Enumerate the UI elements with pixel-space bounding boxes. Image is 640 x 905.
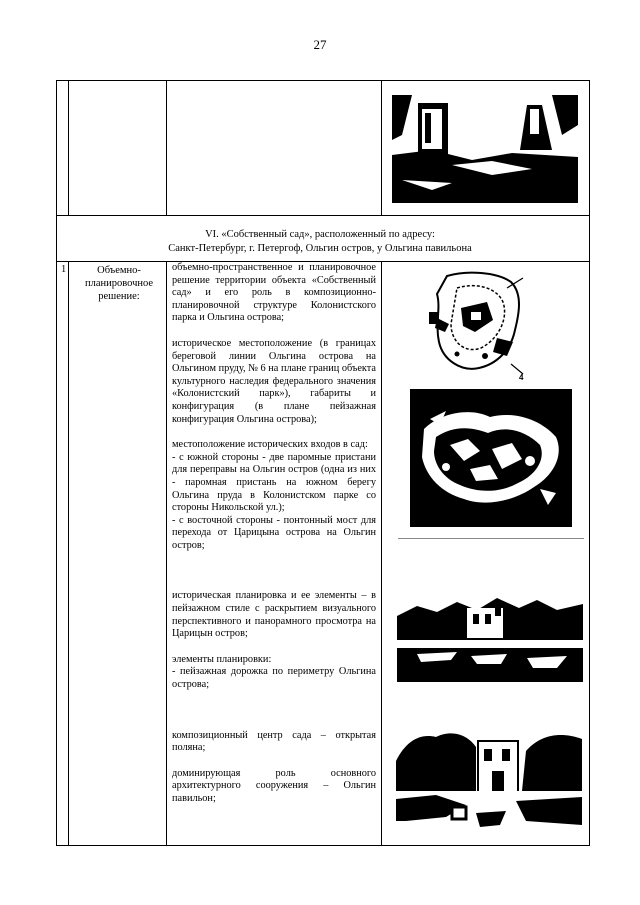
table-top-border (56, 80, 590, 81)
panorama-photo (397, 598, 583, 682)
aerial-photo (410, 389, 572, 527)
section-title (100, 228, 540, 256)
table-bottom-border (56, 845, 590, 846)
column-divider (166, 261, 167, 845)
row-number: 1 (61, 264, 67, 275)
pavilion-photo (396, 721, 582, 833)
column-divider (381, 80, 382, 215)
paragraph: доминирующая роль основного архитектурного сооружения – Ольгин павильон; (172, 767, 376, 804)
paragraph: композиционный центр сада – открытая поляна; (172, 729, 376, 754)
paragraph: элементы планировки: (172, 653, 272, 665)
section-title-line2: Санкт-Петербург, г. Петергоф, Ольгин остров, у Ольгина павильона (168, 243, 472, 254)
page-number: 27 (313, 37, 327, 52)
paragraph: - пейзажная дорожка по периметру Ольгина острова; (172, 666, 376, 691)
paragraph: объемно-пространственное и планировочное решение территории объекта «Собственный сад» и его роль в композиционно-планировочной структуре Колонистского парка и Ольгина острова; (172, 262, 376, 324)
column-divider (166, 80, 167, 215)
column-divider (68, 80, 69, 215)
image-divider (398, 538, 584, 539)
section-title-line1: VI. «Собственный сад», расположенный по адресу: (205, 229, 435, 240)
row-name: Объемно-планировочное решение: (84, 265, 154, 302)
table-right-border (589, 80, 590, 845)
site-plan-map (427, 268, 527, 384)
paragraph: историческая планировка и ее элементы – в пейзажном стиле с раскрытием визуального перспективного и панорамного просмотра на Царицын остров; (172, 590, 376, 640)
column-divider (68, 261, 69, 845)
paragraph: - с южной стороны - две паромные пристани для переправы на Ольгин остров (одна из них - паромная пристань на южном берегу Ольгина пруда в Колонистском парке со стороны Никольской ул.); (172, 451, 376, 514)
paragraph: - с восточной стороны - понтонный мост для перехода от Царицына острова на Ольгин остров; (172, 514, 376, 551)
table-left-border (56, 80, 57, 845)
paragraph: местоположение исторических входов в сад: (172, 439, 368, 451)
row-separator (56, 215, 590, 216)
map-label: 4 (519, 373, 524, 382)
column-divider (381, 261, 382, 845)
ruins-photo (392, 95, 578, 203)
row-description (172, 262, 376, 806)
paragraph: историческое местоположение (в границах береговой линии Ольгина острова на Ольгином пруду, № 6 на плане границ объекта культурного наследия федерального значения «Колонистский парк»), габариты и конфигурация (в плане пейзажная конфигурация Ольгина острова); (172, 337, 376, 425)
